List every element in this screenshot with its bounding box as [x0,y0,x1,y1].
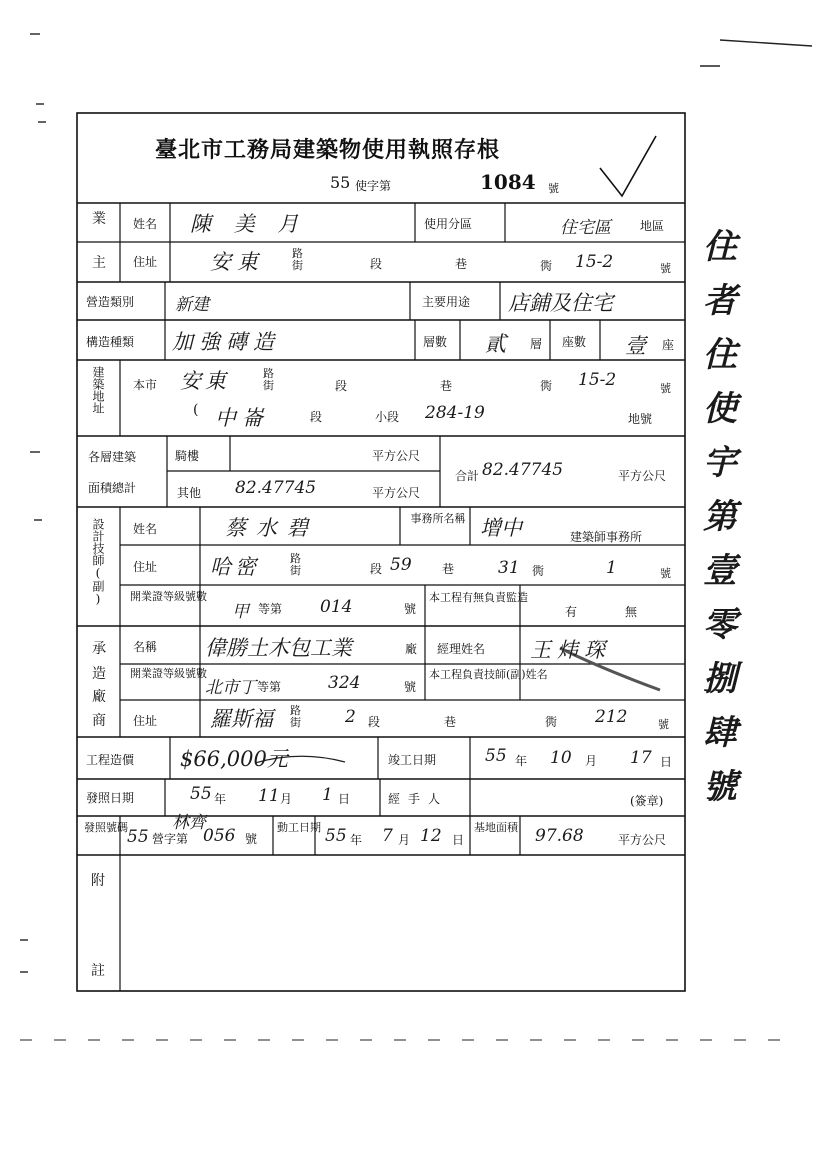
permit-number: 056 [203,826,236,846]
designer-name-label: 姓名 [133,522,158,536]
contractor-label-3: 廠 [92,689,106,705]
site-district: 中崙 [215,406,269,430]
designer-office-value: 增中 [480,516,522,540]
contractor-address-label: 住址 [133,714,158,728]
site-subsection-label: 小段 [375,410,400,424]
issue-month: 11 [258,786,280,806]
issue-year: 55 [190,784,212,804]
total-unit: 平方公尺 [618,469,667,483]
contractor-number-label: 號 [658,718,669,731]
permit-type: 營字第 [152,832,189,846]
arcade-label: 騎樓 [175,449,200,463]
supervisor-label: 本工程有無負責監造 [429,591,528,604]
contractor-section-label: 段 [368,715,381,729]
completion-year-label: 年 [515,754,528,768]
owner-road-street-label: 路 街 [292,247,303,272]
contractor-license-text: 等第 [257,680,282,694]
buildings-label: 座數 [562,335,587,349]
site-road-street-label: 路 街 [263,367,274,392]
contractor-license-number: 324 [328,673,361,693]
designer-name: 蔡水碧 [225,516,318,540]
owner-address-road: 安東 [210,250,264,274]
total-label: 合計 [455,469,480,483]
issue-day-label: 日 [338,792,351,806]
construction-type-value: 新建 [175,295,209,315]
designer-number-label: 號 [660,567,671,580]
margin-char: 捌 [703,659,737,699]
site-section-label: 段 [335,379,348,393]
supervisor-none: 無 [625,605,638,619]
margin-char: 宇 [703,443,737,483]
issue-year-label: 年 [214,792,227,806]
site-open-paren: ( [193,402,199,418]
designer-lane-label: 巷 [442,562,455,576]
start-day-label: 日 [452,833,465,847]
margin-char: 第 [703,497,737,537]
permit-year: 55 [127,827,149,847]
completion-month-label: 月 [585,754,598,768]
main-use-label: 主要用途 [422,295,471,309]
designer-road-street-label: 路 街 [290,552,301,577]
designer-license-text: 等第 [258,602,283,616]
margin-char: 者 [703,281,737,321]
license-type: 使字第 [355,179,392,193]
start-year-label: 年 [350,833,363,847]
contractor-alley-label: 衖 [545,715,558,729]
site-lane-label: 巷 [440,379,453,393]
document-title: 臺北市工務局建築物使用執照存根 [155,137,501,163]
completion-label: 竣工日期 [388,753,437,767]
floors-label: 層數 [423,335,448,349]
designer-license-label: 開業證等級號數 [130,590,207,603]
lot-area-label: 基地面積 [474,821,518,834]
owner-section-label: 段 [370,257,383,271]
site-road: 安東 [180,369,230,393]
contractor-road-street-label: 路 街 [290,704,301,729]
contractor-engineer-label: 本工程負責技師(副)姓名 [429,668,548,681]
margin-char: 肆 [703,713,737,753]
lot-area-value: 97.68 [535,826,584,846]
floors-unit: 層 [530,337,543,351]
area-label-bottom: 面積總計 [88,481,137,495]
site-number: 15-2 [578,370,617,390]
margin-char: 住 [703,227,737,267]
designer-label: 設計技師(副) [91,518,105,606]
issue-month-label: 月 [280,792,293,806]
completion-day: 17 [630,748,652,768]
owner-section-label-top: 業 [92,211,106,227]
margin-char: 零 [703,605,737,645]
zone-value: 住宅區 [560,218,611,238]
designer-section-label: 段 [370,562,383,576]
license-year: 55 [330,173,351,192]
contractor-lane-label: 巷 [444,715,457,729]
lot-area-unit: 平方公尺 [618,833,667,847]
owner-number-value: 15-2 [575,252,614,272]
owner-address-label: 住址 [133,255,158,269]
start-date-label: 動工日期 [277,821,321,834]
permit-suffix: 號 [245,832,258,846]
arcade-unit: 平方公尺 [372,449,421,463]
contractor-label-4: 商 [92,713,106,729]
contractor-license-label: 開業證等級號數 [130,667,207,680]
other-unit: 平方公尺 [372,486,421,500]
site-number-label: 號 [660,382,671,395]
contractor-number-value: 212 [595,707,628,727]
owner-section-label-bottom: 主 [92,255,106,271]
owner-name-label: 姓名 [133,217,158,231]
remarks-label-top: 附 [91,873,105,889]
cost-label: 工程造價 [86,753,135,767]
floors-value: 貳 [485,332,506,356]
contractor-name: 偉勝土木包工業 [205,636,352,660]
completion-day-label: 日 [660,755,673,769]
contractor-manager: 王炜琛 [530,638,611,662]
site-lot-label: 地號 [628,412,653,426]
designer-license-suffix: 號 [404,602,417,616]
designer-lane-value: 59 [390,555,412,575]
designer-office-label: 事務所名稱 [410,512,466,525]
area-label-top: 各層建築 [88,450,137,464]
completion-year: 55 [485,746,507,766]
start-month: 7 [382,826,393,846]
completion-month: 10 [550,748,572,768]
owner-name: 陳 美 月 [190,212,307,236]
other-label: 其他 [177,486,202,500]
zone-suffix: 地區 [640,219,665,233]
site-district-section-label: 段 [310,410,323,424]
contractor-section-value: 2 [345,707,356,727]
contractor-license-grade: 北市丁 [205,678,256,698]
designer-license-grade: 甲 [232,602,249,622]
start-day: 12 [420,826,442,846]
site-alley-label: 衖 [540,379,553,393]
construction-type-label: 營造類別 [86,295,135,309]
owner-alley-label: 衖 [540,259,553,273]
start-month-label: 月 [398,833,411,847]
structure-value: 加強磚造 [172,330,280,354]
margin-char: 住 [703,335,737,375]
margin-char: 使 [703,389,737,429]
margin-char: 號 [703,767,737,807]
site-lot: 284-19 [425,403,485,423]
license-suffix: 號 [548,182,559,195]
permit-label: 發照號碼 [84,821,128,834]
contractor-license-suffix: 號 [404,680,417,694]
site-city: 本市 [133,378,158,392]
issue-day: 1 [322,785,333,805]
contractor-label-2: 造 [92,666,106,682]
designer-address-road: 哈密 [210,555,260,579]
cost-value: $66,000元 [180,747,288,771]
zone-label: 使用分區 [424,217,473,231]
issue-date-label: 發照日期 [86,791,135,805]
supervisor-have: 有 [565,605,578,619]
sign-label: (簽章) [630,794,664,808]
designer-alley-value: 31 [498,558,520,578]
contractor-name-label: 名稱 [133,640,158,654]
contractor-manager-label: 經理姓名 [437,642,486,656]
start-year: 55 [325,826,347,846]
license-number: 1084 [480,170,536,194]
contractor-name-suffix: 廠 [405,642,418,656]
margin-annotation [700,220,740,814]
handler-label: 經手人 [388,792,449,806]
other-value: 82.47745 [235,478,317,498]
buildings-value: 壹 [625,334,646,358]
remarks-label-bottom: 註 [91,963,105,979]
permit-stamp: 林齊 [172,813,206,833]
owner-lane-label: 巷 [455,257,468,271]
buildings-unit: 座 [662,338,675,352]
designer-license-number: 014 [320,597,353,617]
total-value: 82.47745 [482,460,564,480]
owner-number-label: 號 [660,262,671,275]
designer-address-label: 住址 [133,560,158,574]
designer-alley-label: 衖 [532,564,545,578]
designer-number-value: 1 [606,558,617,578]
site-address-label: 建築地址 [91,366,105,414]
contractor-label-1: 承 [92,641,106,657]
designer-office-suffix: 建築師事務所 [570,530,643,544]
margin-char: 壹 [703,551,737,591]
main-use-value: 店鋪及住宅 [508,291,613,315]
contractor-address-road: 羅斯福 [210,707,273,731]
structure-label: 構造種類 [86,335,135,349]
